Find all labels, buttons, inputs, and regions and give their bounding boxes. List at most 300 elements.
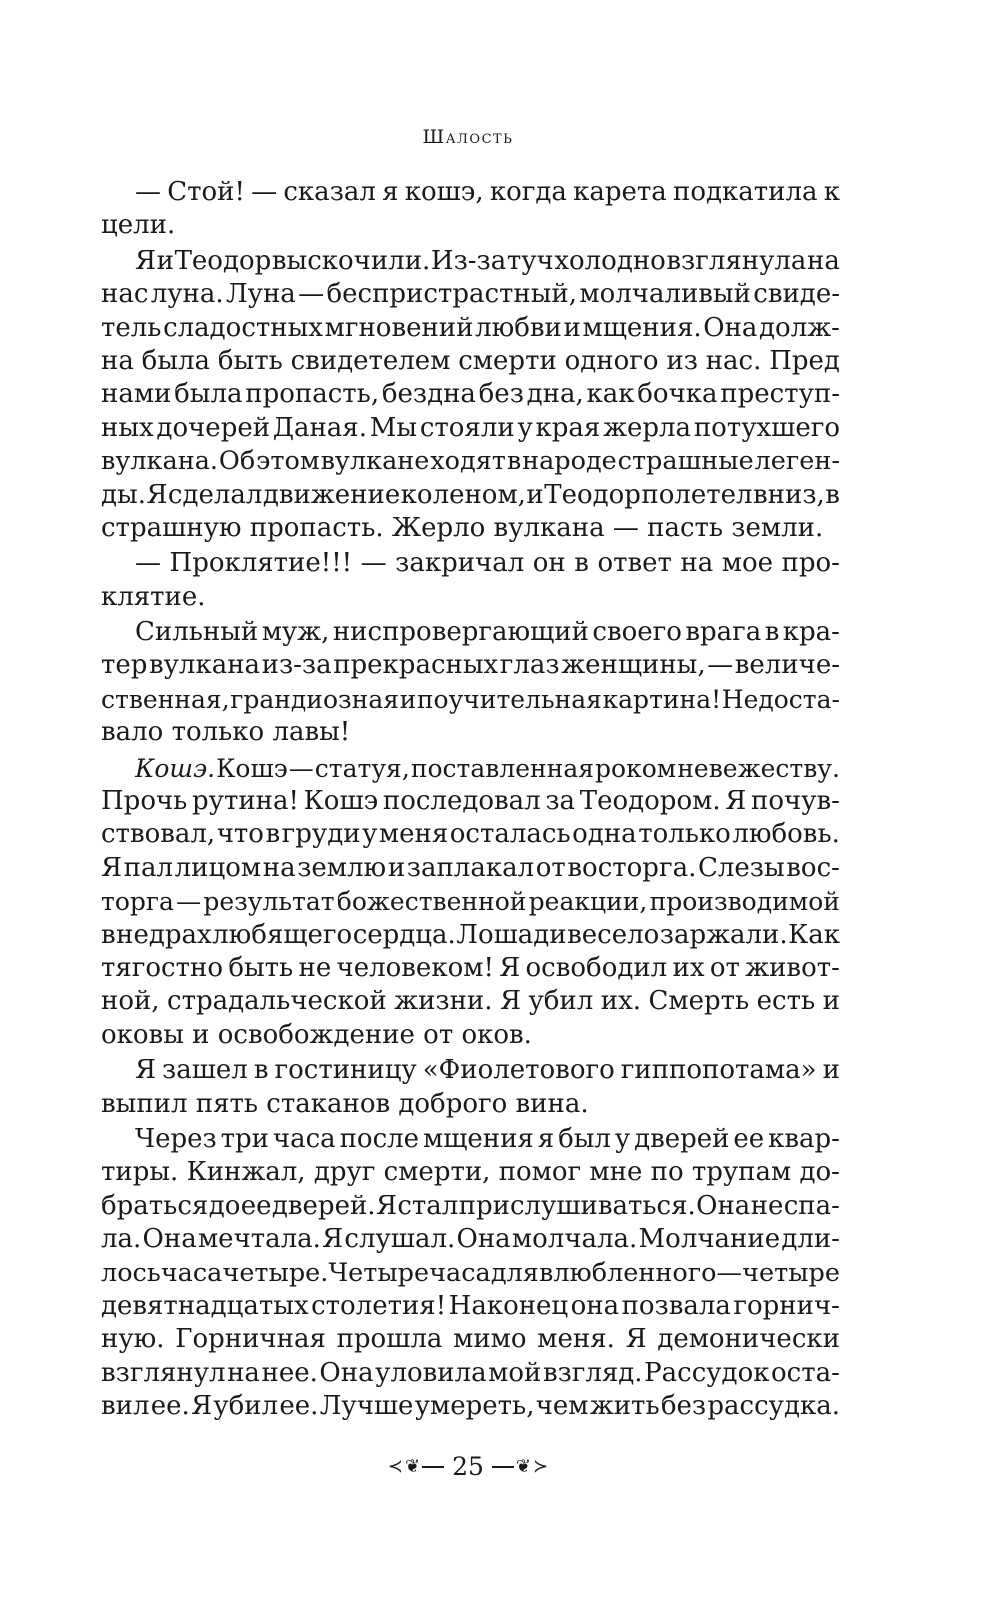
word: потухшего — [693, 412, 840, 443]
word: — — [360, 548, 387, 579]
word: Даная. — [272, 412, 367, 443]
word: ответ — [597, 548, 672, 579]
text-line — [101, 1019, 840, 1052]
word: мщения — [422, 1123, 534, 1154]
word: — — [176, 887, 202, 917]
word: — — [135, 548, 161, 579]
word: жизни. — [394, 986, 493, 1017]
word: на — [101, 345, 134, 376]
word: пал — [123, 852, 173, 883]
word: вос- — [786, 852, 840, 883]
word: роком — [595, 753, 677, 783]
word: Наконец — [448, 1290, 569, 1321]
word: браться — [101, 1190, 209, 1221]
line-text: страшную пропасть. Жерло вулкана — пасть земли. — [101, 512, 824, 543]
word: зашел — [162, 1055, 248, 1086]
word: своего — [592, 617, 682, 648]
word: осталась — [449, 819, 571, 850]
word: в — [574, 548, 589, 579]
word: преступ- — [720, 379, 840, 410]
word: и — [156, 245, 174, 276]
word: торга — [101, 887, 174, 917]
word: освободил — [525, 952, 668, 983]
word: девятнадцатых — [101, 1290, 309, 1321]
word: рассудка. — [707, 1391, 840, 1422]
word: Недоста- — [721, 684, 840, 714]
word: на — [227, 1357, 260, 1388]
word: Я — [146, 479, 168, 510]
word: за — [545, 786, 576, 817]
word: врага — [685, 617, 762, 648]
text-line — [101, 752, 840, 785]
word: была — [141, 345, 211, 376]
word: и — [387, 852, 406, 883]
word: для — [490, 1257, 539, 1288]
word: смерти, — [383, 1157, 491, 1188]
word: Луна — [225, 279, 296, 310]
word: восторга. — [567, 852, 697, 883]
word: результат — [203, 887, 335, 917]
word: в — [764, 617, 780, 648]
word: Я — [500, 986, 521, 1017]
word: три — [220, 1123, 269, 1154]
word: Теодор — [174, 245, 272, 276]
word: Рассудок — [644, 1357, 770, 1388]
word: одна — [572, 819, 637, 850]
word: взглянул — [101, 1357, 226, 1388]
word: Об — [218, 446, 256, 477]
text-line — [101, 616, 840, 649]
running-head: Шалость — [422, 126, 514, 148]
word: Смерть — [648, 986, 750, 1017]
word: лось — [101, 1257, 161, 1288]
word: у — [614, 1123, 631, 1154]
word: и — [399, 684, 417, 714]
word: не — [298, 952, 332, 983]
word: — — [707, 650, 734, 681]
word: полетел — [641, 479, 753, 510]
word: почув- — [751, 786, 840, 817]
body-text — [101, 176, 840, 1423]
word: спа- — [783, 1190, 840, 1221]
word: карета — [573, 177, 667, 207]
word: страшные — [617, 446, 754, 477]
word: после — [339, 1123, 420, 1154]
word: бочка — [637, 379, 718, 410]
word: на — [680, 548, 714, 579]
word: Она — [319, 1357, 374, 1388]
word: сердца. — [352, 919, 456, 950]
text-line — [101, 885, 840, 918]
word: движение — [262, 479, 401, 510]
word: прислушиваться. — [458, 1190, 696, 1221]
word: в — [253, 1055, 269, 1086]
word: от — [709, 952, 740, 983]
word: ной, — [101, 986, 160, 1017]
text-line — [101, 445, 840, 478]
word: ее — [733, 1123, 765, 1154]
word: часа — [272, 1123, 336, 1154]
word: тер — [101, 650, 148, 681]
word: недрах — [116, 919, 212, 950]
word: вниз, — [753, 479, 825, 510]
word: друг — [313, 1157, 376, 1188]
word: тягостно — [101, 952, 223, 983]
word: из-за — [261, 650, 332, 681]
word: землю — [297, 852, 387, 883]
text-line — [101, 852, 840, 885]
text-line — [101, 412, 840, 445]
word: Я — [191, 1391, 213, 1422]
word: ственная, — [101, 684, 230, 714]
word: — — [298, 279, 325, 310]
word: нее. — [261, 1357, 318, 1388]
word: у — [517, 412, 533, 443]
word: производимой — [649, 887, 840, 917]
word: Пред — [769, 345, 840, 376]
line-text: вало только лавы! — [101, 717, 351, 748]
word: демонически — [657, 1324, 840, 1355]
word: Я — [322, 1224, 344, 1255]
word: ходят — [430, 446, 506, 477]
word: Она — [456, 1224, 511, 1255]
text-line — [101, 479, 840, 512]
word: женщины, — [561, 650, 706, 681]
word: последовал — [382, 786, 541, 817]
word: убил — [528, 986, 594, 1017]
word: края — [535, 412, 601, 443]
word: весело — [567, 919, 660, 950]
text-line — [101, 1257, 840, 1290]
word: Лучше — [319, 1391, 414, 1422]
text-line — [101, 716, 840, 749]
word: часа — [160, 1257, 223, 1288]
word: Проклятие!!! — [169, 548, 353, 579]
word: божественной — [336, 887, 527, 917]
word: оста- — [771, 1357, 840, 1388]
text-line — [101, 649, 840, 682]
word: про- — [781, 548, 840, 579]
word: в — [506, 446, 522, 477]
word: Она — [696, 1190, 751, 1221]
word: нас — [101, 279, 149, 310]
word: закричал — [395, 548, 525, 579]
word: — — [251, 177, 278, 207]
text-line — [101, 245, 840, 278]
word: невежеству. — [677, 753, 840, 783]
word: реакции, — [528, 887, 648, 917]
word: позвала — [621, 1290, 731, 1321]
word: столетия! — [311, 1290, 447, 1321]
right-ornament-icon: ❦ ≻ — [492, 1458, 548, 1476]
word: я — [382, 177, 399, 207]
word: слушал. — [344, 1224, 456, 1255]
word: тель — [101, 312, 162, 343]
word: был — [558, 1123, 611, 1154]
word: четыре — [742, 1257, 840, 1288]
text-line — [101, 952, 840, 985]
word: ды. — [101, 479, 146, 510]
word: бездна — [381, 379, 476, 410]
word: влюбленного — [538, 1257, 717, 1288]
word: как — [586, 379, 635, 410]
text-line — [101, 1323, 840, 1356]
word: стояли — [419, 412, 515, 443]
word: этом — [256, 446, 320, 477]
word: ных — [101, 412, 154, 443]
text-line — [101, 1190, 840, 1223]
word: поучительная — [416, 684, 602, 714]
word: молчала. — [511, 1224, 638, 1255]
word: сделал — [167, 479, 263, 510]
word: до- — [799, 1157, 840, 1188]
word: Стой! — [167, 177, 245, 207]
word: Молчание — [638, 1224, 781, 1255]
word: Лошади — [456, 919, 567, 950]
word: я — [537, 1123, 555, 1154]
word: ствовал, — [101, 819, 216, 850]
word: мое — [721, 548, 774, 579]
word: жерла — [603, 412, 692, 443]
word: вулкана. — [101, 446, 219, 477]
word: свиде- — [753, 279, 840, 310]
word: кра- — [782, 617, 840, 648]
word: поставленная — [410, 753, 595, 783]
word: Из-за — [430, 245, 507, 276]
word: свидетелем — [290, 345, 451, 376]
word: картина! — [602, 684, 722, 714]
word: ла. — [101, 1224, 142, 1255]
word: она — [570, 1290, 620, 1321]
line-text: клятие. — [101, 581, 206, 612]
word: уловила — [375, 1357, 487, 1388]
word: Кошэ — [303, 786, 379, 817]
text-line — [101, 919, 840, 952]
word: Она — [142, 1224, 197, 1255]
word: до — [208, 1190, 241, 1221]
word: и — [563, 312, 581, 343]
word: вулкана — [149, 650, 261, 681]
word: Я — [101, 852, 122, 883]
word: Мы — [369, 412, 418, 443]
line-text: цели. — [101, 210, 176, 241]
word: нас. — [705, 345, 762, 376]
word: убил — [213, 1391, 279, 1422]
word: луна. — [150, 279, 224, 310]
word: Я — [135, 1055, 156, 1086]
word: помог — [498, 1157, 582, 1188]
word: и — [822, 1055, 840, 1086]
word: муж, — [261, 617, 330, 648]
word: когда — [489, 177, 567, 207]
word: Как — [788, 919, 840, 950]
word: их. — [600, 986, 641, 1017]
text-line — [101, 581, 840, 614]
word: Четыре — [328, 1257, 430, 1288]
word: Прочь — [101, 786, 188, 817]
word: Теодором. — [579, 786, 721, 817]
word: Слезы — [697, 852, 785, 883]
word: человеком! — [336, 952, 494, 983]
text-line — [101, 1054, 840, 1087]
word: дна, — [526, 379, 584, 410]
word: пропасть, — [245, 379, 380, 410]
word: не — [750, 1190, 784, 1221]
word: сладостных — [163, 312, 323, 343]
text-line — [101, 312, 840, 345]
text-line — [101, 345, 840, 378]
word: дверей — [634, 1123, 730, 1154]
left-ornament-icon: ≺ ❦ — [388, 1458, 444, 1476]
text-line — [101, 512, 840, 545]
text-line — [101, 683, 840, 716]
text-line — [101, 818, 840, 851]
word: любящего — [212, 919, 353, 950]
word: ее. — [279, 1391, 319, 1422]
word: грандиозная — [230, 684, 399, 714]
word: четыре. — [222, 1257, 329, 1288]
word: подкатила — [673, 177, 818, 207]
word: мне — [589, 1157, 643, 1188]
word: из — [666, 345, 698, 376]
word: в — [265, 819, 281, 850]
line-text: оковы и освобождение от оков. — [101, 1019, 532, 1050]
word: заржали. — [659, 919, 788, 950]
word: жить — [589, 1391, 660, 1422]
word: Горничная — [175, 1324, 326, 1355]
word: мщения. — [582, 312, 702, 343]
word: Кошэ — [216, 753, 288, 783]
page-number: 25 — [452, 1452, 484, 1481]
word: Я — [135, 245, 156, 276]
word: тиры. — [101, 1157, 179, 1188]
word: часа — [429, 1257, 491, 1288]
word: прошла — [336, 1324, 443, 1355]
word: их — [672, 952, 705, 983]
text-line — [101, 1223, 840, 1256]
word: взгляд. — [542, 1357, 643, 1388]
text-line — [101, 1088, 840, 1121]
word: меня — [378, 819, 449, 850]
word: страдальческой — [167, 986, 387, 1017]
word: быть — [228, 952, 294, 983]
word: Сильный — [135, 617, 259, 648]
word: нами — [101, 379, 172, 410]
word: взглянула — [666, 245, 807, 276]
word: любви — [475, 312, 562, 343]
word: Теодор — [544, 479, 641, 510]
word: и — [822, 986, 840, 1017]
word: кошэ, — [404, 177, 484, 207]
word: Кошэ. — [135, 753, 216, 783]
word: — — [135, 177, 161, 207]
word: по — [650, 1157, 684, 1188]
word: только — [638, 819, 731, 850]
word: прекрасных — [333, 650, 499, 681]
word: вулкане — [320, 446, 430, 477]
word: в — [101, 919, 116, 950]
word: заплакал — [406, 852, 535, 883]
word: быть — [217, 345, 283, 376]
word: — — [716, 1257, 743, 1288]
word: леген- — [754, 446, 840, 477]
word: холодно — [554, 245, 666, 276]
word: без — [478, 379, 524, 410]
text-line — [101, 1156, 840, 1189]
word: долж- — [759, 312, 840, 343]
text-line — [101, 985, 840, 1018]
word: одного — [564, 345, 659, 376]
word: мой — [488, 1357, 542, 1388]
word: Я — [499, 952, 521, 983]
word: народе — [522, 446, 617, 477]
word: на — [262, 852, 296, 883]
word: величе- — [734, 650, 840, 681]
text-line — [101, 547, 840, 580]
word: туч — [506, 245, 554, 276]
word: он — [532, 548, 566, 579]
word: ее. — [150, 1391, 190, 1422]
word: «Фиолетового — [422, 1055, 615, 1086]
word: и — [526, 479, 544, 510]
text-line — [101, 1390, 840, 1423]
word: мгновений — [324, 312, 474, 343]
word: Она — [703, 312, 758, 343]
word: груди — [281, 819, 361, 850]
word: живот- — [745, 952, 840, 983]
text-line — [101, 176, 840, 209]
word: любовь. — [732, 819, 840, 850]
word: рутина! — [192, 786, 299, 817]
word: в — [825, 479, 840, 510]
word: что — [216, 819, 264, 850]
word: ее — [240, 1190, 272, 1221]
word: выскочили. — [271, 245, 431, 276]
line-text: выпил пять стаканов доброго вина. — [101, 1088, 589, 1119]
word: ную. — [101, 1324, 165, 1355]
word: гостиницу — [274, 1055, 417, 1086]
page-footer — [0, 1452, 936, 1481]
word: горнич- — [733, 1290, 840, 1321]
word: Я — [725, 786, 747, 817]
word: вил — [101, 1391, 150, 1422]
word: гиппопотама» — [620, 1055, 817, 1086]
word: ниспровергающий — [332, 617, 589, 648]
text-line — [101, 1357, 840, 1390]
word: коленом, — [400, 479, 526, 510]
word: от — [535, 852, 566, 883]
word: на — [807, 245, 840, 276]
word: Я — [625, 1324, 647, 1355]
text-line — [101, 278, 840, 311]
word: чем — [535, 1391, 589, 1422]
word: квар- — [768, 1123, 840, 1154]
word: беспристрастный, — [326, 279, 578, 310]
word: мимо — [453, 1324, 527, 1355]
word: меня. — [537, 1324, 615, 1355]
word: дочерей — [156, 412, 271, 443]
word: глаз — [499, 650, 560, 681]
text-line — [101, 785, 840, 818]
word: умереть, — [414, 1391, 535, 1422]
word: Кинжал, — [186, 1157, 306, 1188]
text-line — [101, 209, 840, 242]
word: стал — [397, 1190, 459, 1221]
word: Через — [135, 1123, 217, 1154]
text-line — [101, 1123, 840, 1156]
text-line — [101, 1290, 840, 1323]
word: Я — [375, 1190, 397, 1221]
